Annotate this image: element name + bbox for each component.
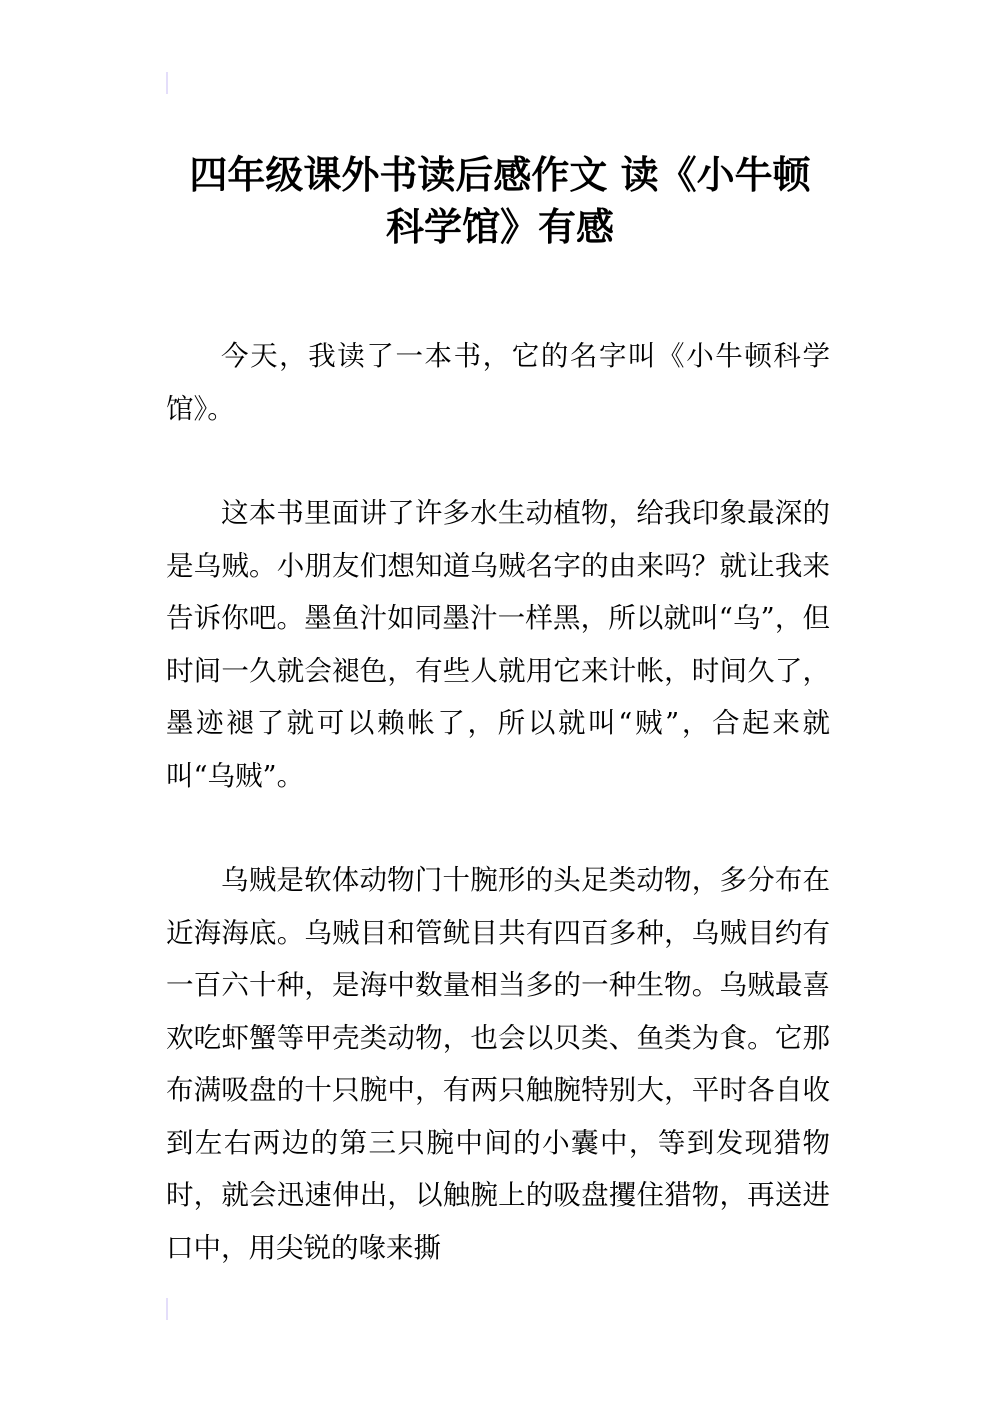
document-body xyxy=(166,330,830,1326)
title-line-1: 四年级课外书读后感作文 读《小牛顿 xyxy=(189,153,811,198)
page-margin-mark-bottom xyxy=(166,1298,168,1320)
paragraph-1: 今天，我读了一本书，它的名字叫《小牛顿科学馆》。 xyxy=(166,340,830,425)
title-line-2: 科学馆》有感 xyxy=(385,205,614,250)
page-margin-mark-top xyxy=(166,72,168,94)
paragraph-2: 这本书里面讲了许多水生动植物，给我印象最深的是乌贼。小朋友们想知道乌贼名字的由来吗？就让我来告诉你吧。墨鱼汁如同墨汁一样黑，所以就叫“乌”，但时间一久就会褪色，有些人就用它来计帐，时间久了，墨迹褪了就可以赖帐了，所以就叫“贼”，合起来就叫“乌贼”。 xyxy=(166,497,830,792)
document-title xyxy=(160,149,840,253)
paragraph-3: 乌贼是软体动物门十腕形的头足类动物，多分布在近海海底。乌贼目和管鱿目共有四百多种，乌贼目约有一百六十种，是海中数量相当多的一种生物。乌贼最喜欢吃虾蟹等甲壳类动物，也会以贝类、鱼类为食。它那布满吸盘的十只腕中，有两只触腕特别大，平时各自收到左右两边的第三只腕中间的小囊中，等到发现猎物时，就会迅速伸出，以触腕上的吸盘攫住猎物，再送进口中，用尖锐的喙来撕 xyxy=(166,864,830,1264)
